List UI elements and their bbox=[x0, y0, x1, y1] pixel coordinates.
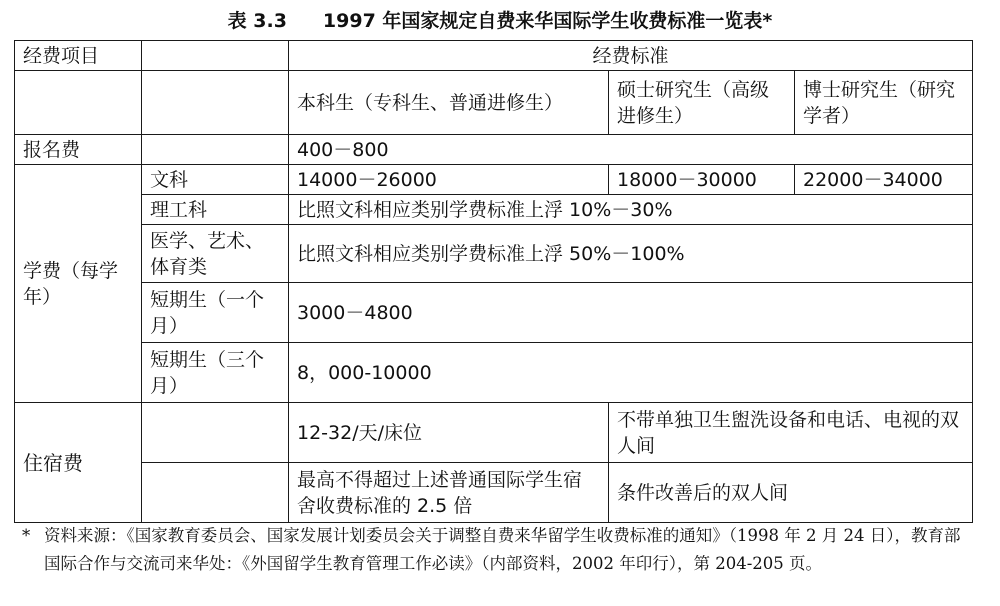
table-title: 1997 年国家规定自费来华国际学生收费标准一览表* bbox=[322, 10, 773, 32]
tuition-undergrad: 14000－26000 bbox=[289, 165, 609, 195]
tuition-label: 学费（每学年） bbox=[15, 165, 142, 403]
empty-cell bbox=[15, 71, 142, 135]
accommodation-desc: 不带单独卫生盥洗设备和电话、电视的双人间 bbox=[609, 403, 973, 463]
tuition-master: 18000－30000 bbox=[609, 165, 795, 195]
tuition-category: 理工科 bbox=[142, 195, 289, 225]
table-row bbox=[15, 403, 973, 463]
header-cell-item: 经费项目 bbox=[15, 41, 142, 71]
table-row bbox=[15, 195, 973, 225]
footnote bbox=[22, 522, 972, 578]
tuition-category: 短期生（一个月） bbox=[142, 283, 289, 343]
header-cell-master: 硕士研究生（高级进修生） bbox=[609, 71, 795, 135]
table-row bbox=[15, 135, 973, 165]
empty-cell bbox=[142, 71, 289, 135]
accommodation-desc: 条件改善后的双人间 bbox=[609, 463, 973, 523]
header-cell-undergrad: 本科生（专科生、普通进修生） bbox=[289, 71, 609, 135]
header-cell-standard: 经费标准 bbox=[289, 41, 973, 71]
table-row bbox=[15, 41, 973, 71]
tuition-value: 比照文科相应类别学费标准上浮 10%－30% bbox=[289, 195, 973, 225]
fee-table bbox=[14, 40, 973, 523]
tuition-value: 3000－4800 bbox=[289, 283, 973, 343]
table-row bbox=[15, 165, 973, 195]
table-row bbox=[15, 343, 973, 403]
header-cell-doctor: 博士研究生（研究学者） bbox=[795, 71, 973, 135]
empty-cell bbox=[142, 463, 289, 523]
registration-label: 报名费 bbox=[15, 135, 142, 165]
accommodation-price: 最高不得超过上述普通国际学生宿舍收费标准的 2.5 倍 bbox=[289, 463, 609, 523]
empty-cell bbox=[142, 403, 289, 463]
empty-cell bbox=[142, 135, 289, 165]
tuition-doctor: 22000－34000 bbox=[795, 165, 973, 195]
header-cell-blank bbox=[142, 41, 289, 71]
tuition-category: 文科 bbox=[142, 165, 289, 195]
tuition-category: 短期生（三个月） bbox=[142, 343, 289, 403]
table-row bbox=[15, 225, 973, 283]
registration-value: 400－800 bbox=[289, 135, 973, 165]
tuition-category: 医学、艺术、体育类 bbox=[142, 225, 289, 283]
table-row bbox=[15, 283, 973, 343]
table-number: 表 3.3 bbox=[227, 10, 287, 32]
tuition-value: 比照文科相应类别学费标准上浮 50%－100% bbox=[289, 225, 973, 283]
footnote-text: 资料来源：《国家教育委员会、国家发展计划委员会关于调整自费来华留学生收费标准的通知》（1998 年 2 月 24 日），教育部国际合作与交流司来华处：《外国留学生教育管理工作必读》（内部资料，2002 年印行），第 204-205 页。 bbox=[44, 526, 961, 573]
table-caption bbox=[0, 6, 1000, 36]
accommodation-label: 住宿费 bbox=[15, 403, 142, 523]
tuition-value: 8，000-10000 bbox=[289, 343, 973, 403]
accommodation-price: 12-32/天/床位 bbox=[289, 403, 609, 463]
footnote-mark: * bbox=[22, 526, 31, 545]
table-row bbox=[15, 71, 973, 135]
table-row bbox=[15, 463, 973, 523]
